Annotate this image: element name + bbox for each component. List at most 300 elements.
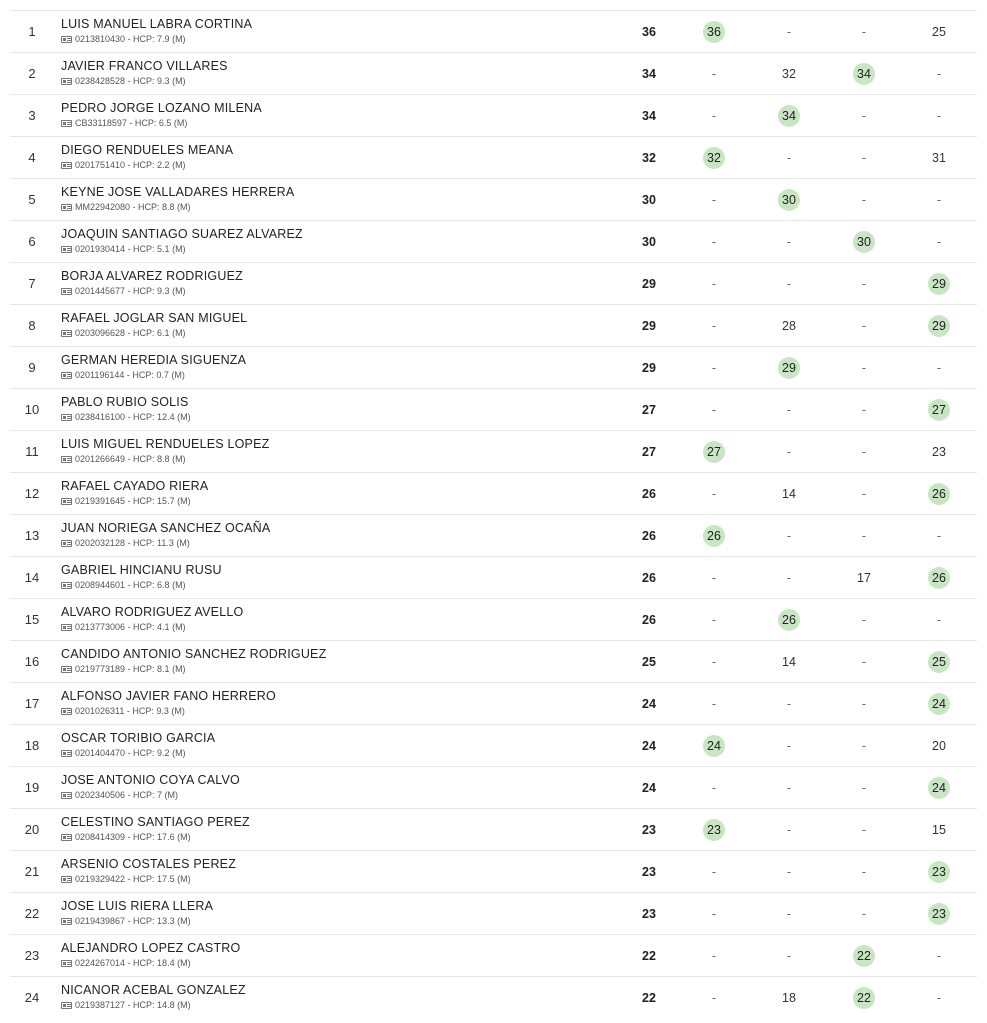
round-4-score (919, 809, 959, 850)
id-card-icon (61, 960, 72, 967)
best-score-badge: 24 (703, 735, 725, 757)
total-points: 36 (642, 24, 656, 39)
best-score-badge: 26 (928, 483, 950, 505)
round-3-score (844, 767, 884, 808)
table-row[interactable] (10, 52, 977, 94)
player-info (61, 857, 236, 885)
score-value: - (861, 108, 867, 123)
table-row[interactable] (10, 94, 977, 136)
position-number: 2 (28, 66, 36, 81)
round-3-score (844, 515, 884, 556)
player-name[interactable]: ALFONSO JAVIER FANO HERRERO (61, 689, 276, 703)
license-hcp-text: 0219329422 - HCP: 17.5 (M) (75, 874, 191, 884)
score-value: - (861, 276, 867, 291)
round-4-score (919, 347, 959, 388)
player-name[interactable]: ALVARO RODRIGUEZ AVELLO (61, 605, 244, 619)
position-number: 5 (28, 192, 36, 207)
total-points: 32 (642, 150, 656, 165)
round-2-score (769, 767, 809, 808)
round-4-score (919, 473, 959, 514)
round-3-score (844, 851, 884, 892)
table-row[interactable] (10, 934, 977, 976)
position-number: 14 (24, 570, 40, 585)
round-4-score (919, 767, 959, 808)
round-1-score (694, 935, 734, 976)
score-value: - (711, 192, 717, 207)
position-number: 1 (28, 24, 36, 39)
round-3-score (844, 221, 884, 262)
position-number: 21 (24, 864, 40, 879)
player-name[interactable]: RAFAEL CAYADO RIERA (61, 479, 209, 493)
score-value: - (711, 570, 717, 585)
player-license (61, 370, 246, 381)
best-score-badge: 36 (703, 21, 725, 43)
total-points: 29 (642, 276, 656, 291)
player-name[interactable]: JAVIER FRANCO VILLARES (61, 59, 228, 73)
player-name[interactable]: GABRIEL HINCIANU RUSU (61, 563, 222, 577)
license-hcp-text: 0201026311 - HCP: 9.3 (M) (75, 706, 185, 716)
best-score-badge: 22 (853, 987, 875, 1009)
player-license (61, 622, 243, 633)
player-name[interactable]: JOSE ANTONIO COYA CALVO (61, 773, 240, 787)
position-number: 16 (24, 654, 40, 669)
total-points: 22 (642, 990, 656, 1005)
player-info (61, 269, 243, 297)
round-2-score (769, 263, 809, 304)
round-3-score (844, 473, 884, 514)
license-hcp-text: 0201404470 - HCP: 9.2 (M) (75, 748, 186, 758)
round-3-score (844, 263, 884, 304)
round-2-score (769, 53, 809, 94)
position-number: 15 (24, 612, 40, 627)
round-2-score (769, 977, 809, 1018)
total-points: 23 (642, 864, 656, 879)
round-1-score (694, 557, 734, 598)
round-2-score (769, 599, 809, 640)
position-number: 12 (24, 486, 40, 501)
round-3-score (844, 599, 884, 640)
round-3-score (844, 95, 884, 136)
round-3-score (844, 557, 884, 598)
player-name[interactable]: LUIS MIGUEL RENDUELES LOPEZ (61, 437, 270, 451)
score-value: - (711, 780, 717, 795)
player-name[interactable]: ALEJANDRO LOPEZ CASTRO (61, 941, 241, 955)
license-hcp-text: 0203096628 - HCP: 6.1 (M) (75, 328, 186, 338)
round-1-score (694, 263, 734, 304)
table-row[interactable] (10, 598, 977, 640)
total-points: 34 (642, 66, 656, 81)
round-1-score (694, 179, 734, 220)
round-3-score (844, 347, 884, 388)
round-2-score (769, 179, 809, 220)
player-info (61, 185, 294, 213)
player-license (61, 286, 243, 297)
total-points: 30 (642, 192, 656, 207)
best-score-badge: 26 (928, 567, 950, 589)
table-row[interactable] (10, 766, 977, 808)
position-number: 24 (24, 990, 40, 1005)
player-name[interactable]: JOSE LUIS RIERA LLERA (61, 899, 214, 913)
player-license (61, 706, 276, 717)
score-value: - (786, 276, 792, 291)
table-row[interactable] (10, 220, 977, 262)
score-value: - (786, 570, 792, 585)
round-1-score (694, 977, 734, 1018)
position-number: 4 (28, 150, 36, 165)
best-score-badge: 27 (928, 399, 950, 421)
position-number: 20 (24, 822, 40, 837)
round-1-score (694, 851, 734, 892)
best-score-badge: 24 (928, 777, 950, 799)
score-value: - (861, 24, 867, 39)
round-2-score (769, 95, 809, 136)
best-score-badge: 32 (703, 147, 725, 169)
round-2-score (769, 557, 809, 598)
id-card-icon (61, 456, 72, 463)
best-score-badge: 29 (928, 273, 950, 295)
table-row[interactable] (10, 850, 977, 892)
score-value: - (711, 864, 717, 879)
position-number: 11 (25, 444, 39, 459)
round-2-score (769, 389, 809, 430)
score-value: - (711, 654, 717, 669)
round-3-score (844, 893, 884, 934)
position-number: 10 (24, 402, 40, 417)
player-license (61, 202, 294, 213)
round-2-score (769, 725, 809, 766)
round-1-score (694, 809, 734, 850)
license-hcp-text: 0201751410 - HCP: 2.2 (M) (75, 160, 186, 170)
id-card-icon (61, 624, 72, 631)
id-card-icon (61, 750, 72, 757)
score-value: - (711, 108, 717, 123)
round-1-score (694, 431, 734, 472)
score-value: - (861, 654, 867, 669)
score-value: - (861, 486, 867, 501)
position-number: 3 (28, 108, 36, 123)
score-value: 28 (782, 318, 796, 333)
position-number: 17 (24, 696, 40, 711)
round-1-score (694, 137, 734, 178)
id-card-icon (61, 582, 72, 589)
score-value: - (936, 990, 942, 1005)
player-name[interactable]: DIEGO RENDUELES MEANA (61, 143, 234, 157)
round-2-score (769, 473, 809, 514)
score-value: - (711, 402, 717, 417)
player-name[interactable]: ARSENIO COSTALES PEREZ (61, 857, 237, 871)
table-row[interactable] (10, 892, 977, 934)
id-card-icon (61, 246, 72, 253)
license-hcp-text: 0238416100 - HCP: 12.4 (M) (75, 412, 191, 422)
score-value: - (786, 696, 792, 711)
player-info (61, 479, 208, 507)
position-number: 23 (24, 948, 40, 963)
player-name[interactable]: CELESTINO SANTIAGO PEREZ (61, 815, 250, 829)
score-value: - (861, 444, 867, 459)
total-points: 26 (642, 570, 656, 585)
id-card-icon (61, 414, 72, 421)
position-number: 13 (24, 528, 40, 543)
id-card-icon (61, 372, 72, 379)
score-value: - (711, 906, 717, 921)
id-card-icon (61, 288, 72, 295)
total-points: 24 (642, 696, 656, 711)
total-points: 25 (642, 654, 656, 669)
total-points: 29 (642, 360, 656, 375)
score-value: 32 (782, 66, 796, 81)
best-score-badge: 30 (853, 231, 875, 253)
table-row[interactable] (10, 682, 977, 724)
total-points: 23 (642, 906, 656, 921)
license-hcp-text: 0201196144 - HCP: 0.7 (M) (75, 370, 185, 380)
best-score-badge: 23 (928, 861, 950, 883)
score-value: - (861, 318, 867, 333)
total-points: 26 (642, 612, 656, 627)
total-points: 24 (642, 780, 656, 795)
score-value: - (786, 402, 792, 417)
score-value: 31 (932, 150, 946, 165)
license-hcp-text: 0201445677 - HCP: 9.3 (M) (75, 286, 186, 296)
score-value: 17 (857, 570, 871, 585)
round-1-score (694, 767, 734, 808)
player-name[interactable]: BORJA ALVAREZ RODRIGUEZ (61, 269, 243, 283)
best-score-badge: 23 (703, 819, 725, 841)
player-name[interactable]: PABLO RUBIO SOLIS (61, 395, 189, 409)
score-value: - (711, 948, 717, 963)
round-4-score (919, 641, 959, 682)
round-3-score (844, 431, 884, 472)
player-info (61, 227, 303, 255)
id-card-icon (61, 1002, 72, 1009)
player-name[interactable]: JOAQUIN SANTIAGO SUAREZ ALVAREZ (61, 227, 303, 241)
player-name[interactable]: PEDRO JORGE LOZANO MILENA (61, 101, 262, 115)
position-number: 9 (28, 360, 36, 375)
id-card-icon (61, 540, 72, 547)
score-value: 25 (932, 24, 946, 39)
score-value: - (786, 822, 792, 837)
round-3-score (844, 809, 884, 850)
position-number: 7 (28, 276, 36, 291)
round-1-score (694, 11, 734, 52)
table-row[interactable] (10, 514, 977, 556)
round-4-score (919, 599, 959, 640)
score-value: - (861, 864, 867, 879)
score-value: - (786, 528, 792, 543)
license-hcp-text: 0219391645 - HCP: 15.7 (M) (75, 496, 191, 506)
round-3-score (844, 683, 884, 724)
table-row[interactable] (10, 262, 977, 304)
table-row[interactable] (10, 388, 977, 430)
round-3-score (844, 179, 884, 220)
score-value: - (786, 738, 792, 753)
table-row[interactable] (10, 808, 977, 850)
table-row[interactable] (10, 430, 977, 472)
table-row[interactable] (10, 976, 977, 1018)
player-license (61, 76, 228, 87)
license-hcp-text: 0208944601 - HCP: 6.8 (M) (75, 580, 186, 590)
table-row[interactable] (10, 472, 977, 514)
id-card-icon (61, 498, 72, 505)
license-hcp-text: 0219439867 - HCP: 13.3 (M) (75, 916, 191, 926)
license-hcp-text: 0213773006 - HCP: 4.1 (M) (75, 622, 186, 632)
round-4-score (919, 851, 959, 892)
player-info (61, 437, 269, 465)
player-license (61, 832, 250, 843)
id-card-icon (61, 204, 72, 211)
score-value: - (786, 948, 792, 963)
table-row[interactable] (10, 724, 977, 766)
player-info (61, 689, 276, 717)
score-value: 14 (782, 654, 796, 669)
score-value: - (861, 822, 867, 837)
round-4-score (919, 557, 959, 598)
score-value: - (711, 66, 717, 81)
player-name[interactable]: NICANOR ACEBAL GONZALEZ (61, 983, 246, 997)
player-info (61, 143, 233, 171)
player-info (61, 563, 222, 591)
round-1-score (694, 599, 734, 640)
score-value: - (861, 780, 867, 795)
score-value: - (786, 234, 792, 249)
best-score-badge: 24 (928, 693, 950, 715)
table-row[interactable] (10, 346, 977, 388)
round-3-score (844, 53, 884, 94)
round-2-score (769, 431, 809, 472)
round-2-score (769, 221, 809, 262)
player-name[interactable]: OSCAR TORIBIO GARCIA (61, 731, 216, 745)
id-card-icon (61, 666, 72, 673)
total-points: 27 (642, 444, 656, 459)
score-value: - (861, 360, 867, 375)
round-3-score (844, 305, 884, 346)
round-2-score (769, 347, 809, 388)
player-info (61, 311, 247, 339)
total-points: 34 (642, 108, 656, 123)
round-3-score (844, 641, 884, 682)
player-license (61, 412, 191, 423)
round-4-score (919, 683, 959, 724)
position-number: 19 (24, 780, 40, 795)
round-4-score (919, 11, 959, 52)
license-hcp-text: 0219387127 - HCP: 14.8 (M) (75, 1000, 191, 1010)
score-value: - (786, 150, 792, 165)
round-1-score (694, 221, 734, 262)
round-4-score (919, 977, 959, 1018)
best-score-badge: 34 (853, 63, 875, 85)
best-score-badge: 26 (703, 525, 725, 547)
best-score-badge: 27 (703, 441, 725, 463)
license-hcp-text: 0219773189 - HCP: 8.1 (M) (75, 664, 186, 674)
round-4-score (919, 263, 959, 304)
table-row[interactable] (10, 640, 977, 682)
player-license (61, 118, 262, 129)
score-value: - (711, 276, 717, 291)
player-info (61, 899, 213, 927)
round-2-score (769, 851, 809, 892)
round-4-score (919, 431, 959, 472)
id-card-icon (61, 834, 72, 841)
round-2-score (769, 137, 809, 178)
score-value: - (711, 318, 717, 333)
id-card-icon (61, 78, 72, 85)
best-score-badge: 22 (853, 945, 875, 967)
round-4-score (919, 305, 959, 346)
license-hcp-text: 0201266649 - HCP: 8.8 (M) (75, 454, 186, 464)
table-row[interactable] (10, 304, 977, 346)
round-1-score (694, 641, 734, 682)
round-4-score (919, 389, 959, 430)
player-name[interactable]: GERMAN HEREDIA SIGUENZA (61, 353, 247, 367)
round-2-score (769, 809, 809, 850)
id-card-icon (61, 792, 72, 799)
score-value: - (936, 66, 942, 81)
player-name[interactable]: RAFAEL JOGLAR SAN MIGUEL (61, 311, 248, 325)
total-points: 29 (642, 318, 656, 333)
score-value: - (711, 360, 717, 375)
id-card-icon (61, 36, 72, 43)
score-value: - (786, 864, 792, 879)
player-info (61, 731, 215, 759)
position-number: 8 (28, 318, 36, 333)
player-name[interactable]: JUAN NORIEGA SANCHEZ OCAÑA (61, 521, 271, 535)
round-4-score (919, 137, 959, 178)
best-score-badge: 29 (778, 357, 800, 379)
score-value: 15 (932, 822, 946, 837)
player-license (61, 328, 247, 339)
best-score-badge: 26 (778, 609, 800, 631)
player-name[interactable]: CANDIDO ANTONIO SANCHEZ RODRIGUEZ (61, 647, 327, 661)
best-score-badge: 29 (928, 315, 950, 337)
score-value: - (861, 738, 867, 753)
score-value: - (936, 528, 942, 543)
round-1-score (694, 893, 734, 934)
table-row[interactable] (10, 10, 977, 52)
player-license (61, 454, 269, 465)
round-4-score (919, 725, 959, 766)
player-license (61, 664, 326, 675)
id-card-icon (61, 120, 72, 127)
score-value: 20 (932, 738, 946, 753)
license-hcp-text: MM22942080 - HCP: 8.8 (M) (75, 202, 191, 212)
round-4-score (919, 515, 959, 556)
player-name[interactable]: KEYNE JOSE VALLADARES HERRERA (61, 185, 295, 199)
total-points: 26 (642, 486, 656, 501)
player-info (61, 353, 246, 381)
player-license (61, 916, 213, 927)
round-1-score (694, 347, 734, 388)
player-license (61, 1000, 246, 1011)
player-name[interactable]: LUIS MANUEL LABRA CORTINA (61, 17, 253, 31)
player-info (61, 815, 250, 843)
best-score-badge: 34 (778, 105, 800, 127)
best-score-badge: 30 (778, 189, 800, 211)
position-number: 18 (24, 738, 40, 753)
round-1-score (694, 53, 734, 94)
best-score-badge: 23 (928, 903, 950, 925)
table-row[interactable] (10, 136, 977, 178)
score-value: - (861, 150, 867, 165)
player-info (61, 521, 270, 549)
score-value: - (786, 780, 792, 795)
license-hcp-text: 0202032128 - HCP: 11.3 (M) (75, 538, 190, 548)
round-3-score (844, 137, 884, 178)
table-row[interactable] (10, 556, 977, 598)
score-value: - (786, 24, 792, 39)
player-license (61, 790, 240, 801)
table-row[interactable] (10, 178, 977, 220)
round-2-score (769, 935, 809, 976)
license-hcp-text: 0202340506 - HCP: 7 (M) (75, 790, 179, 800)
